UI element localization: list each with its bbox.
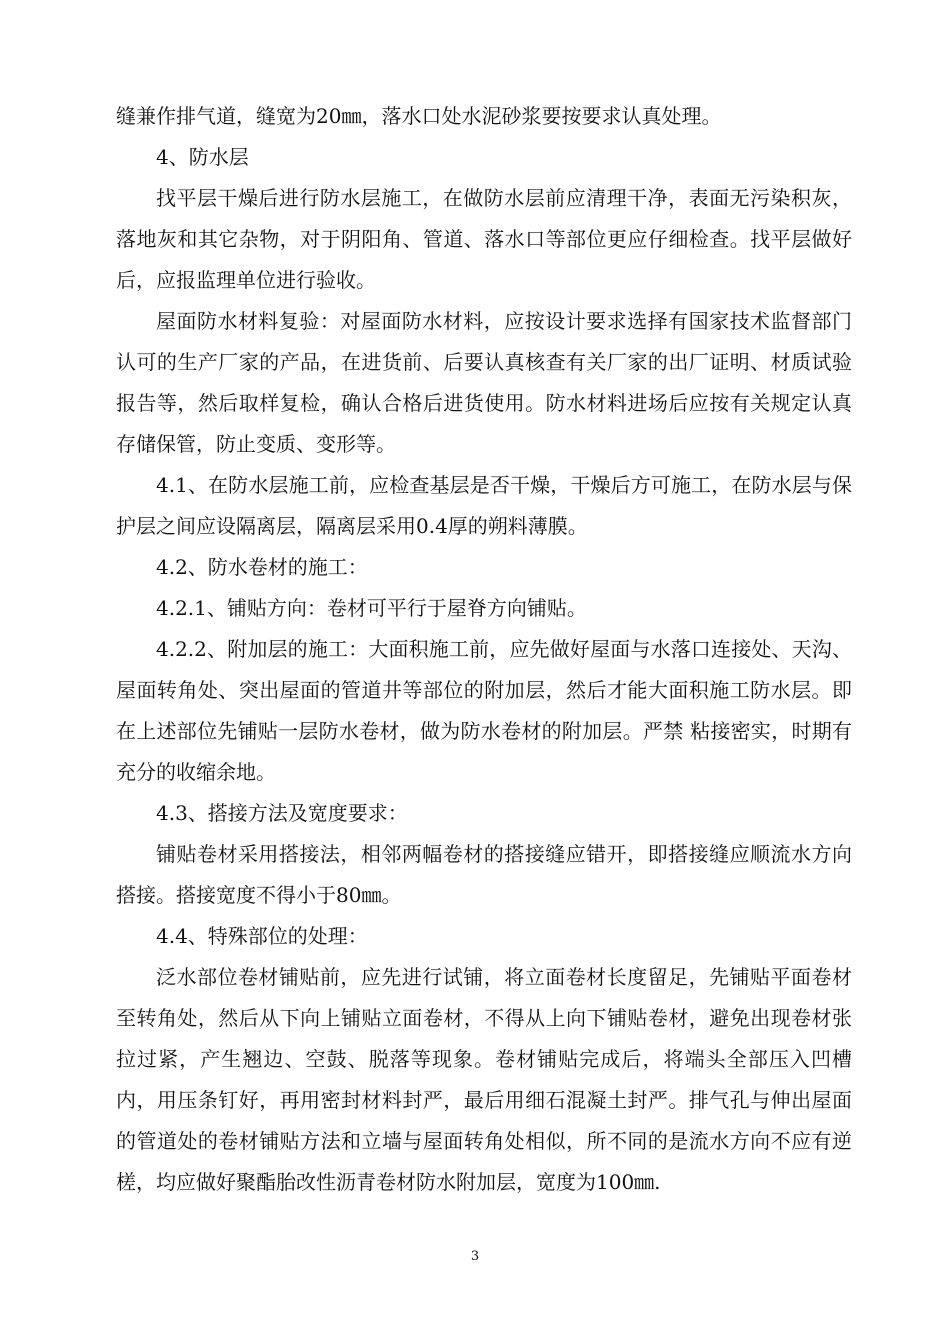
paragraph: 4.1、在防水层施工前，应检查基层是否干燥，干燥后方可施工，在防水层与保护层之间应设隔离层，隔离层采用0.4厚的朔料薄膜。 xyxy=(116,473,852,538)
page-number: 3 xyxy=(470,1249,480,1264)
paragraph: 屋面防水材料复验：对屋面防水材料，应按设计要求选择有国家技术监督部门认可的生产厂家的产品，在进货前、后要认真核查有关厂家的出厂证明、材质试验报告等，然后取样复检，确认合格后进货使用。防水材料进场后应按有关规定认真存储保管，防止变质、变形等。 xyxy=(116,309,852,456)
paragraph: 缝兼作排气道，缝宽为20㎜，落水口处水泥砂浆要按要求认真处理。 xyxy=(116,104,722,128)
subsection-heading: 4.3、搭接方法及宽度要求： xyxy=(156,801,408,825)
section-heading: 4、防水层 xyxy=(156,145,249,169)
paragraph: 4.2.1、铺贴方向：卷材可平行于屋脊方向铺贴。 xyxy=(156,596,587,620)
paragraph: 泛水部位卷材铺贴前，应先进行试铺，将立面卷材长度留足，先铺贴平面卷材至转角处，然后从下向上铺贴立面卷材，不得从上向下铺贴卷材，避免出现卷材张拉过紧，产生翘边、空鼓、脱落等现象。卷材铺贴完成后，将端头全部压入凹槽内，用压条钉好，再用密封材料封严，最后用细石混凝土封严。排气孔与伸出屋面的管道处的卷材铺贴方法和立墙与屋面转角处相似，所不同的是流水方向不应有逆槎，均应做好聚酯胎改性沥青卷材防水附加层，宽度为100㎜. xyxy=(116,965,852,1194)
subsection-heading: 4.2、防水卷材的施工： xyxy=(156,555,368,579)
paragraph: 铺贴卷材采用搭接法，相邻两幅卷材的搭接缝应错开，即搭接缝应顺流水方向搭接。搭接宽度不得小于80㎜。 xyxy=(116,842,852,907)
document-body xyxy=(116,96,852,1203)
paragraph: 4.2.2、附加层的施工：大面积施工前，应先做好屋面与水落口连接处、天沟、屋面转角处、突出屋面的管道井等部位的附加层，然后才能大面积施工防水层。即在上述部位先铺贴一层防水卷材，做为防水卷材的附加层。严禁 粘接密实，时期有充分的收缩余地。 xyxy=(116,637,852,784)
paragraph: 找平层干燥后进行防水层施工，在做防水层前应清理干净，表面无污染积灰，落地灰和其它杂物，对于阴阳角、管道、落水口等部位更应仔细检查。找平层做好后，应报监理单位进行验收。 xyxy=(116,186,852,292)
subsection-heading: 4.4、特殊部位的处理： xyxy=(156,924,368,948)
